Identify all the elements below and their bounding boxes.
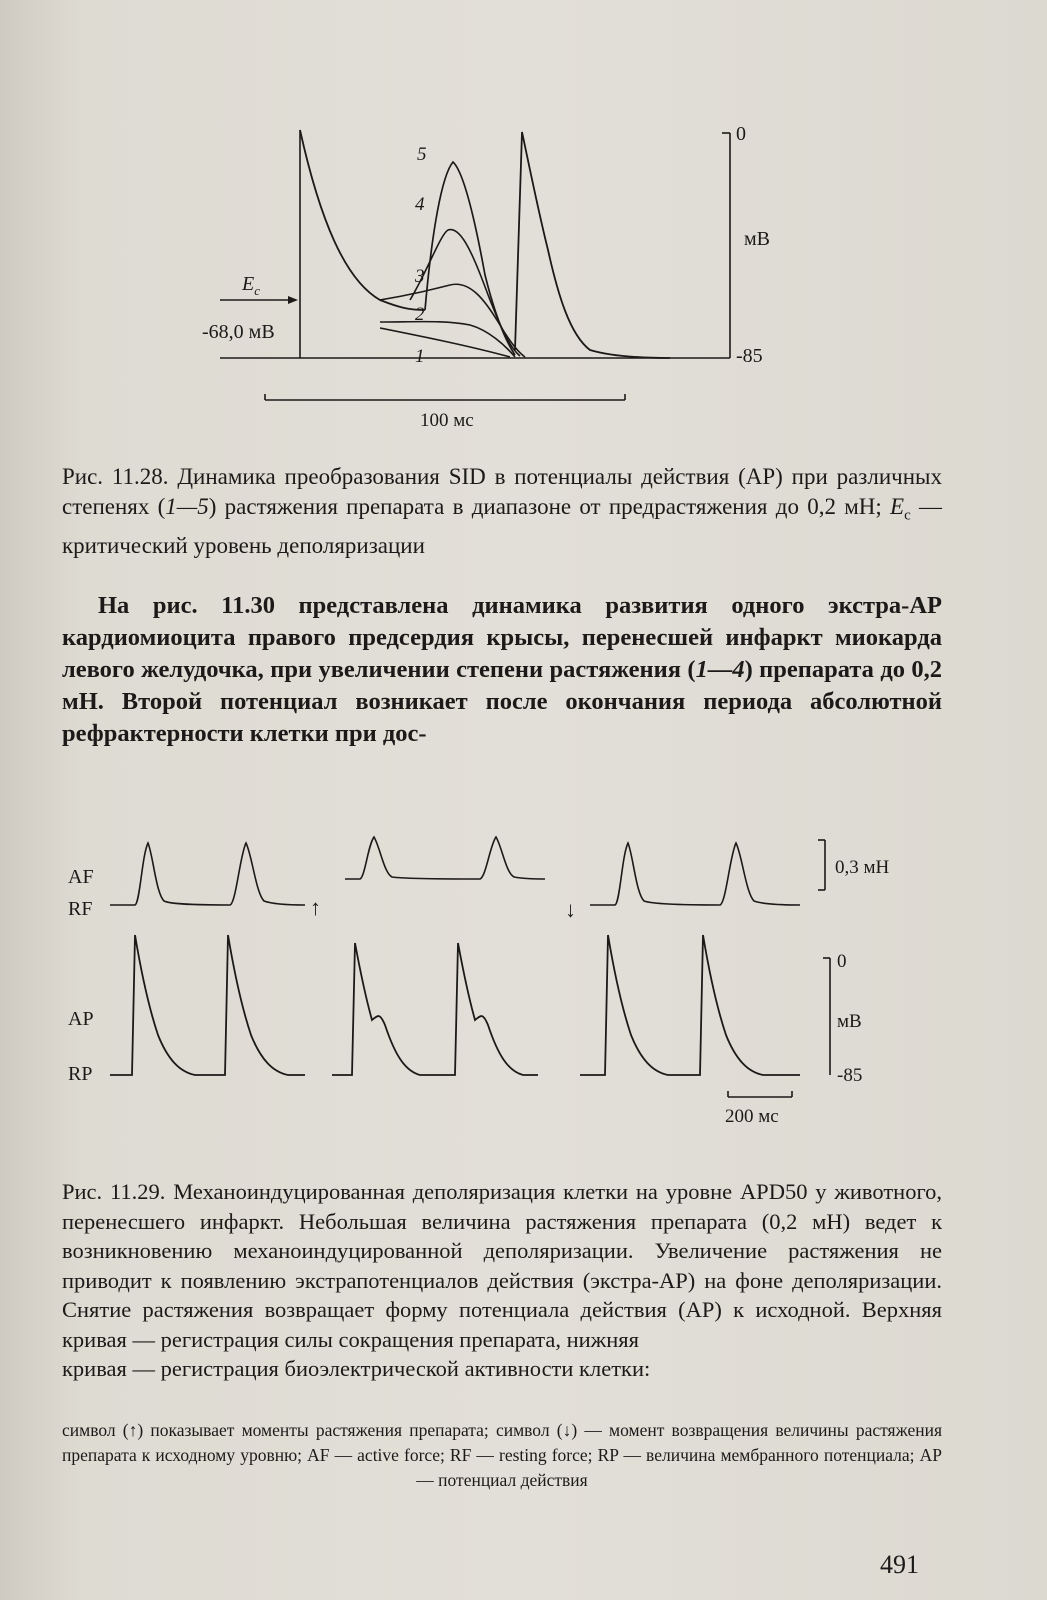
- second-ap-trace: [515, 132, 670, 358]
- voltage-trace-3: [580, 935, 800, 1075]
- ec-value-label: -68,0 мВ: [202, 321, 275, 343]
- time-scale-label-2: 200 мс: [725, 1106, 779, 1127]
- curve-2-trace: [380, 322, 515, 357]
- figure-11-29-caption: Рис. 11.29. Механоиндуцированная деполяризация клетки на уровне APD50 у животного, перенесшего инфаркт. Небольшая величина растяжения препарата (0,2 мН) ведет к возникновению механоиндуцированной деполяризации. Увеличение растяжения не приводит к появлению экстрапотенциалов действия (экстра-AP) на фоне деполяризации. Снятие растяжения возвращает форму потенциала действия (AP) к исходной. Верхняя кривая — регистрация силы сокращения препарата, нижняя кривая — регистрация биоэлектрической активности клетки:: [62, 1177, 942, 1384]
- y-bottom-label: -85: [736, 345, 763, 367]
- curve-label-4: 4: [415, 194, 425, 215]
- bleed-through-text: [95, 60, 955, 89]
- curve-3-trace: [380, 284, 525, 357]
- figure-11-28: [170, 100, 810, 430]
- common-decay-trace: [300, 130, 425, 310]
- voltage-trace-1: [110, 935, 305, 1075]
- force-trace-1: [110, 843, 305, 905]
- voltage-trace-2: [332, 943, 538, 1075]
- label-rf: RF: [68, 898, 93, 920]
- curve-1-trace: [380, 328, 510, 357]
- y-top-label: 0: [736, 123, 746, 145]
- body-paragraph: На рис. 11.30 представлена динамика развития одного экстра-AP кардиомиоцита правого предсердия крысы, перенесшей инфаркт миокарда левого желудочка, при увеличении степени растяжения (1—4) препарата до 0,2 мН. Второй потенциал возникает после окончания периода абсолютной рефрактерности клетки при дос-: [62, 592, 942, 747]
- curve-label-3: 3: [415, 266, 425, 287]
- ec-label: $E_c$: [242, 273, 260, 298]
- unit-label: мВ: [744, 228, 770, 250]
- force-trace-2: [345, 837, 545, 879]
- figure-11-29-note: символ (↑) показывает моменты растяжения препарата; символ (↓) — момент возвращения величины растяжения препарата к исходному уровню; AF — active force; RF — resting force; RP — величина мембранного потенциала; AP — потенциал действия: [62, 1420, 942, 1490]
- figure-11-29: [60, 835, 960, 1165]
- figure-11-28-caption: Рис. 11.28. Динамика преобразования SID в потенциалы действия (AP) при различных степенях (1—5) растяжения препарата в диапазоне от предрастяжения до 0,2 мН; $E_c$ — критический уровень деполяризации: [62, 464, 942, 558]
- figure-11-29-plot: [60, 835, 960, 1165]
- voltage-bottom-label: -85: [837, 1065, 863, 1086]
- curve-label-2: 2: [415, 304, 425, 325]
- force-scale-label: 0,3 мН: [835, 857, 890, 878]
- voltage-unit-label: мВ: [837, 1011, 862, 1032]
- figure-11-29-caption-last-line: кривая — регистрация биоэлектрической активности клетки:: [62, 1356, 651, 1381]
- voltage-traces: [110, 935, 800, 1075]
- ec-arrow-head: [288, 296, 298, 304]
- figure-11-28-plot: [170, 100, 810, 430]
- curve-label-1: 1: [415, 346, 425, 367]
- page-number: 491: [880, 1550, 919, 1579]
- label-ap: AP: [68, 1008, 94, 1030]
- arrow-up-icon: ↑: [310, 895, 321, 920]
- curve-label-5: 5: [417, 144, 427, 165]
- force-traces: [110, 837, 800, 905]
- force-trace-3: [590, 843, 800, 905]
- arrow-down-icon: ↓: [565, 897, 576, 922]
- label-af: AF: [68, 866, 94, 888]
- label-rp: RP: [68, 1063, 93, 1085]
- time-scale-label: 100 мс: [420, 410, 474, 431]
- voltage-top-label: 0: [837, 951, 847, 972]
